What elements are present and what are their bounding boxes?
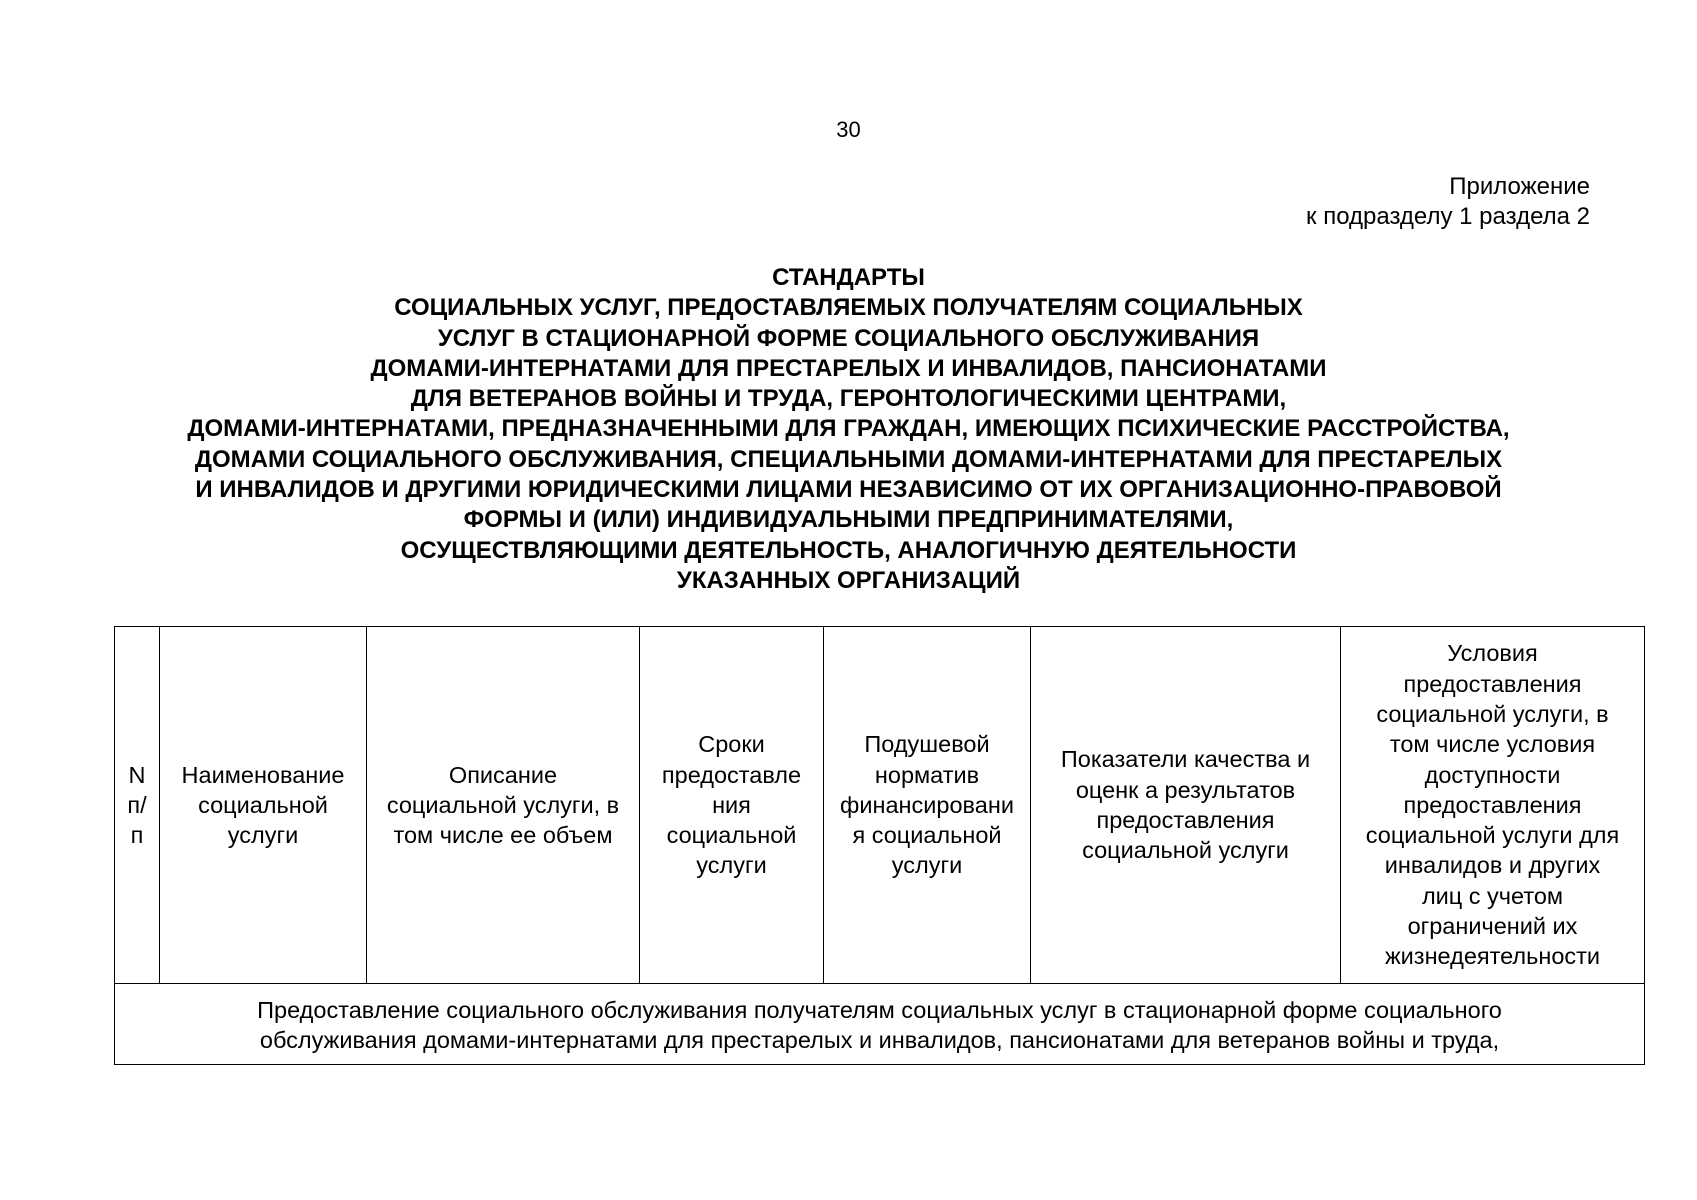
cell-text-line: том числе условия [1389,731,1596,758]
cell-text-line: доступности [1424,761,1561,788]
cell-text-line: N [128,761,146,788]
cell-text-line: оценк а результатов [1075,776,1296,803]
header-service-name [160,627,367,984]
title-line: СТАНДАРТЫ [772,264,925,291]
cell-text-line: социальной [198,791,328,818]
cell-text-line: услуги [696,852,767,879]
document-title [0,263,1697,596]
cell-text-line: Наименование [181,761,345,788]
title-line: ДОМАМИ СОЦИАЛЬНОГО ОБСЛУЖИВАНИЯ, СПЕЦИАЛЬНЫМИ ДОМАМИ-ИНТЕРНАТАМИ ДЛЯ ПРЕСТАРЕЛЫХ [194,445,1503,473]
header-provision-conditions [1341,627,1645,984]
appendix-reference [1306,172,1590,232]
cell-text-line: Сроки [698,731,765,758]
cell-text-line: инвалидов и других [1384,852,1601,879]
cell-text-line: жизнедеятельности [1384,943,1601,970]
cell-text-line: Показатели качества и [1060,746,1311,773]
cell-text-line: Подушевой [864,731,990,758]
cell-text-line: том числе ее объем [393,822,613,849]
cell-text-line: предоставле [661,761,802,788]
cell-text-line: предоставления [1403,791,1582,818]
cell-text-line: финансировани [840,791,1014,818]
cell-text-line: п/ [127,791,147,818]
cell-text-line: предоставления [1096,807,1275,833]
cell-text-line: лиц с учетом [1421,882,1564,909]
cell-text-line: социальной услуги для [1365,822,1620,849]
cell-text-line: п [130,822,144,849]
cell-text-line: предоставления [1403,670,1582,697]
cell-text-line: услуги [227,822,299,849]
cell-text-line: социальной услуги [1082,837,1289,864]
title-line: УКАЗАННЫХ ОРГАНИЗАЦИЙ [676,566,1021,594]
table-section-row [115,984,1645,1065]
title-line: ДОМАМИ-ИНТЕРНАТАМИ ДЛЯ ПРЕСТАРЕЛЫХ И ИНВАЛИДОВ, ПАНСИОНАТАМИ [370,354,1327,382]
title-line: ОСУЩЕСТВЛЯЮЩИМИ ДЕЯТЕЛЬНОСТЬ, АНАЛОГИЧНУЮ ДЕЯТЕЛЬНОСТИ [400,536,1297,564]
title-line: ДОМАМИ-ИНТЕРНАТАМИ, ПРЕДНАЗНАЧЕННЫМИ ДЛЯ ГРАЖДАН, ИМЕЮЩИХ ПСИХИЧЕСКИЕ РАССТРОЙСТВА, [187,415,1510,443]
cell-text-line: услуги [891,852,963,879]
cell-text-line: социальной [666,822,797,849]
cell-text-line: ния [712,791,751,818]
cell-text-line: Предоставление социального обслуживания получателям социальных услуг в стационарной форме социального [257,996,1502,1023]
cell-text-line: социальной услуги, в [1376,700,1609,727]
title-line: И ИНВАЛИДОВ И ДРУГИМИ ЮРИДИЧЕСКИМИ ЛИЦАМИ НЕЗАВИСИМО ОТ ИХ ОРГАНИЗАЦИОННО-ПРАВОВОЙ [195,476,1502,504]
title-line: УСЛУГ В СТАЦИОНАРНОЙ ФОРМЕ СОЦИАЛЬНОГО ОБСЛУЖИВАНИЯ [437,324,1260,352]
appendix-subsection: к подразделу 1 раздела 2 [1306,203,1590,230]
table-header-row [115,627,1645,984]
cell-text-line: Условия [1447,640,1538,667]
page-number: 30 [836,117,861,142]
standards-table [114,626,1645,1065]
title-line: СОЦИАЛЬНЫХ УСЛУГ, ПРЕДОСТАВЛЯЕМЫХ ПОЛУЧАТЕЛЯМ СОЦИАЛЬНЫХ [394,294,1303,322]
header-funding-standard [824,627,1031,984]
header-number [115,627,160,984]
header-quality-indicators [1031,627,1341,984]
cell-text-line: Описание [448,761,558,788]
cell-text-line: социальной услуги, в [386,791,620,818]
appendix-label: Приложение [1449,173,1590,200]
header-service-terms [640,627,824,984]
section-heading-cell [115,984,1645,1065]
cell-text-line: обслуживания домами-интернатами для престарелых и инвалидов, пансионатами для ветеранов войны и труда, [259,1027,1500,1053]
title-line: ФОРМЫ И (ИЛИ) ИНДИВИДУАЛЬНЫМИ ПРЕДПРИНИМАТЕЛЯМИ, [463,506,1234,534]
header-service-description [367,627,640,984]
cell-text-line: норматив [874,761,980,788]
title-line: ДЛЯ ВЕТЕРАНОВ ВОЙНЫ И ТРУДА, ГЕРОНТОЛОГИЧЕСКИМИ ЦЕНТРАМИ, [410,385,1287,413]
cell-text-line: ограничений их [1407,913,1578,940]
cell-text-line: я социальной [852,822,1002,849]
